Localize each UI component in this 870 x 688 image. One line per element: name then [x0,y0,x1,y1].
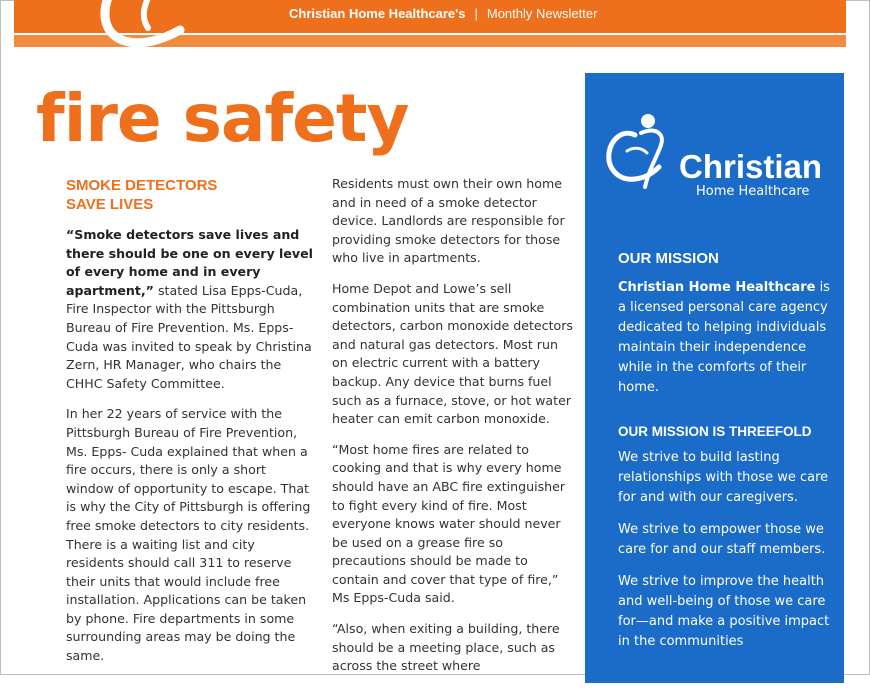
mission-heading: OUR MISSION [618,250,719,267]
header-separator: | [474,6,478,21]
mission-statement [618,278,833,398]
article-paragraph-6: “Also, when exiting a building, there should be a meeting place, such as across the street where [332,621,560,674]
header-org-name: Christian Home Healthcare's [289,6,466,21]
strive-item-1: We strive to build lasting relationships with those we care for and with our caregivers. [618,450,829,505]
article-paragraph-5: “Most home fires are related to cooking and that is why every home should have an ABC fire extinguisher to fight every kind of fire. Most everyone knows water should never be used on a grease fire so precautions should be made to contain and cover that type of fire,” Ms Epps-Cuda said. [332,441,566,606]
mission-block [618,249,833,664]
header-publication: Monthly Newsletter [486,6,598,21]
article-paragraph-2: In her 22 years of service with the Pittsburgh Bureau of Fire Prevention, Ms. Epps- Cuda explained that when a fire occurs, there is only a short window of opportunity to escape. That is why the City of Pittsburgh is offering free smoke detectors to city residents. There is a waiting list and city residents should call 311 to reserve their units that would include free installation. Applications can be taken by phone. Fire departments in some surrounding areas may be doing the same. [66,406,311,664]
article-column-1 [66,176,314,678]
threefold-heading: OUR MISSION IS THREEFOLD [618,424,812,439]
article-paragraph-3: Residents must own their own home and in need of a smoke detector device. Landlords are responsible for providing smoke detectors for those who live in apartments. [332,176,565,266]
mission-org-name: Christian Home Healthcare [618,280,816,295]
article-paragraph-4: Home Depot and Lowe’s sell combination units that are smoke detectors, carbon monoxide detectors and natural gas detectors. Most run on electric current with a battery backup. Any device that burns fuel such as a furnace, stove, or hot water heater can emit carbon monoxide. [332,280,573,427]
swoosh-graphic [96,0,206,70]
article-heading [66,176,314,214]
article-heading-line-2: SAVE LIVES [66,196,154,213]
article-column-2 [332,175,574,688]
strive-item-3: We strive to improve the health and well-being of those we care for—and make a positive impact in the communities [618,574,830,649]
mission-sidebar [585,73,844,683]
article-heading-line-1: SMOKE DETECTORS [66,177,218,194]
logo-wordmark: Christian [679,148,823,185]
article-paragraph-1-text: stated Lisa Epps-Cuda, Fire Inspector with the Pittsburgh Bureau of Fire Prevention. Ms. Epps-Cuda was invited to speak by Christina Zern, HR Manager, who chairs the CHHC Safety Committee. [66,282,312,391]
page-title: fire safety [36,80,409,157]
mission-statement-text: is a licensed personal care agency dedicated to helping individuals maintain their independence while in the comforts of their home. [618,280,830,395]
article-paragraph-1 [66,226,314,393]
article-pull-quote: “Smoke detectors save lives and there should be one on every level of every home and in every apartment,” [66,227,313,298]
logo-subtitle: Home Healthcare [696,184,810,199]
strive-item-2: We strive to empower those we care for and our staff members. [618,522,826,557]
newsletter-header [289,5,597,23]
